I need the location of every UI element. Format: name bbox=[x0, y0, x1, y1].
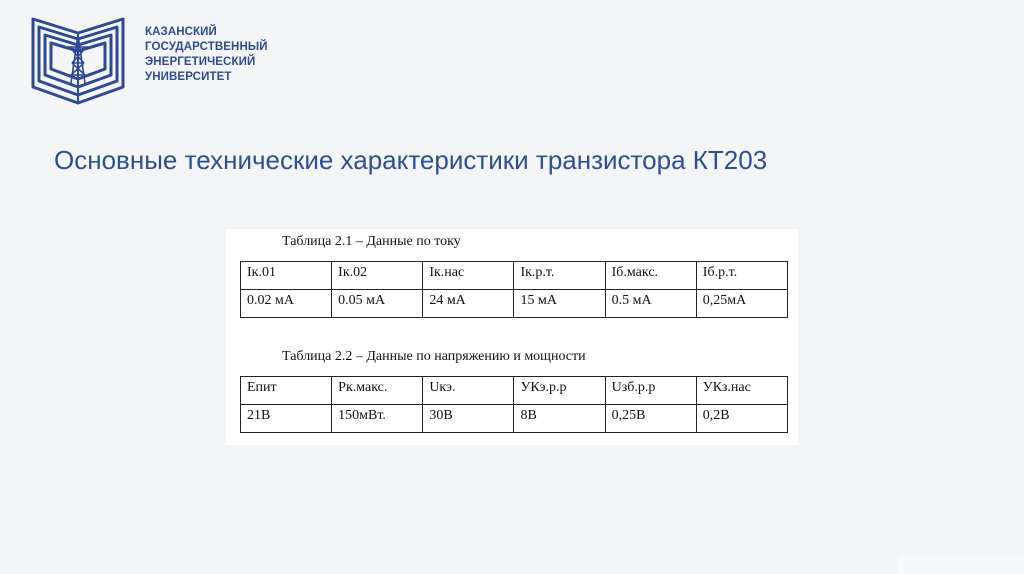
university-logo bbox=[31, 17, 126, 109]
value-cell: 150мВт. bbox=[332, 405, 423, 433]
voltage-power-table bbox=[240, 376, 788, 433]
university-name-line: УНИВЕРСИТЕТ bbox=[145, 71, 232, 83]
table-row bbox=[241, 262, 788, 290]
header-cell: Рк.макс. bbox=[332, 377, 423, 405]
header-cell: УКз.нас bbox=[696, 377, 787, 405]
university-name-line: КАЗАНСКИЙ bbox=[145, 26, 217, 38]
header-cell: Iб.макс. bbox=[605, 262, 696, 290]
value-cell: 0,2В bbox=[696, 405, 787, 433]
table1-caption: Таблица 2.1 – Данные по току bbox=[282, 234, 461, 249]
value-cell: 21В bbox=[241, 405, 332, 433]
header-cell: Uкэ. bbox=[423, 377, 514, 405]
table-row bbox=[241, 405, 788, 433]
header-cell: Iк.р.т. bbox=[514, 262, 605, 290]
header-cell: Iк.02 bbox=[332, 262, 423, 290]
university-name-line: ГОСУДАРСТВЕННЫЙ bbox=[145, 41, 268, 53]
table-row bbox=[241, 377, 788, 405]
header-cell: Iб.р.т. bbox=[696, 262, 787, 290]
value-cell: 15 мА bbox=[514, 290, 605, 318]
university-name bbox=[145, 25, 268, 85]
university-name-line: ЭНЕРГЕТИЧЕСКИЙ bbox=[145, 56, 256, 68]
value-cell: 0.05 мА bbox=[332, 290, 423, 318]
slide-title: Основные технические характеристики транзистора КТ203 bbox=[54, 145, 768, 175]
current-table bbox=[240, 261, 788, 318]
header-cell: Uзб.р.р bbox=[605, 377, 696, 405]
value-cell: 0.02 мА bbox=[241, 290, 332, 318]
table2-caption: Таблица 2.2 – Данные по напряжению и мощности bbox=[282, 349, 586, 364]
value-cell: 0.5 мА bbox=[605, 290, 696, 318]
header-cell: УКэ.р.р bbox=[514, 377, 605, 405]
value-cell: 0,25В bbox=[605, 405, 696, 433]
value-cell: 8В bbox=[514, 405, 605, 433]
corner-strip bbox=[898, 556, 1024, 574]
value-cell: 30В bbox=[423, 405, 514, 433]
tables-image bbox=[226, 229, 798, 445]
header-cell: Iк.нас bbox=[423, 262, 514, 290]
header-cell: Епит bbox=[241, 377, 332, 405]
table-row bbox=[241, 290, 788, 318]
value-cell: 24 мА bbox=[423, 290, 514, 318]
value-cell: 0,25мА bbox=[696, 290, 787, 318]
header-cell: Iк.01 bbox=[241, 262, 332, 290]
